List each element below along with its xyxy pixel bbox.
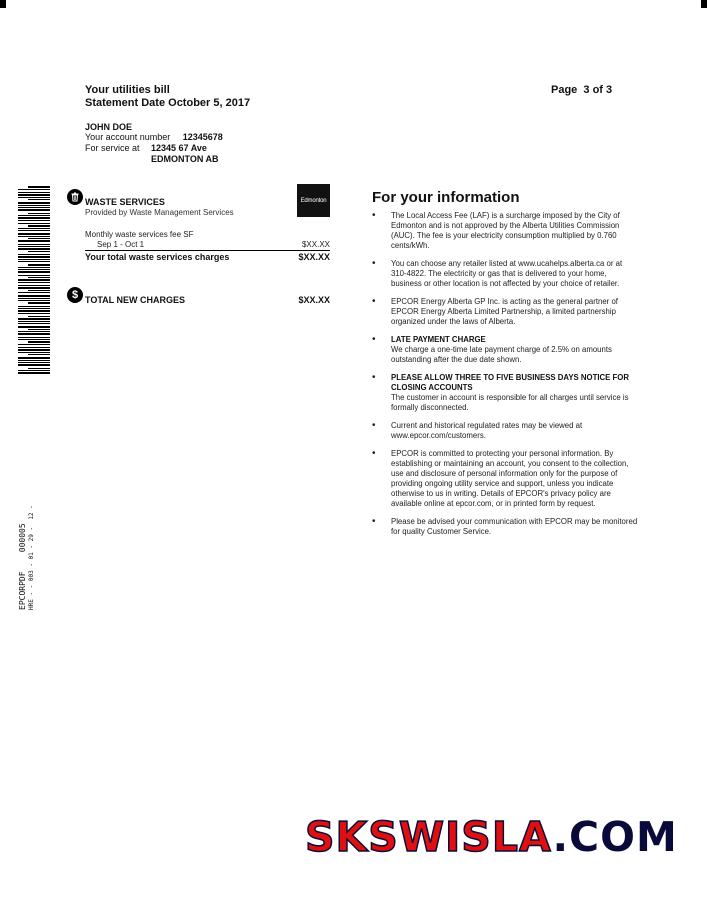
watermark-main: SKSWISLA xyxy=(305,813,553,861)
page-number: Page 3 of 3 xyxy=(551,84,613,96)
customer-name: JOHN DOE xyxy=(85,122,133,132)
info-heading: • PLEASE ALLOW THREE TO FIVE BUSINESS DAYS NOTICE FOR CLOSING ACCOUNTS xyxy=(391,373,629,392)
account-line xyxy=(85,132,223,142)
divider xyxy=(85,250,330,251)
address-line2: EDMONTON AB xyxy=(151,154,219,164)
info-item: • EPCOR Energy Alberta GP Inc. is acting as the general partner of EPCOR Energy Alberta Limited Partnership, a limited partnership organized under the laws of Alberta. xyxy=(372,297,638,327)
side-code-line1: EPCORPDF 000005 xyxy=(18,523,27,610)
edmonton-logo: Edmonton xyxy=(297,184,330,217)
info-item: • Current and historical regulated rates may be viewed at www.epcor.com/customers. xyxy=(372,421,638,441)
info-item: • You can choose any retailer listed at www.ucahelps.alberta.ca or at 310-4822. The electricity or gas that is delivered to your home, business or other location is not affected by your choice of retailer. xyxy=(372,259,638,289)
info-item: • EPCOR is committed to protecting your personal information. By establishing or maintaining an account, you consent to the collection, use and disclosure of personal information only for the purpose of providing ongoing utility service and support, unless you indicate otherwise to us in writing. Details of EPCOR's privacy policy are available online at epcor.com, or in printed form by request. xyxy=(372,449,638,509)
watermark-tld: COM xyxy=(569,813,678,861)
info-item: • LATE PAYMENT CHARGE We charge a one-time late payment charge of 2.5% on amounts outstanding after the due date shown. xyxy=(372,335,638,365)
dollar-icon: $ xyxy=(67,287,83,303)
info-title: For your information xyxy=(372,189,520,206)
total-new-charges-amount: $XX.XX xyxy=(298,295,330,305)
corner-mark-right xyxy=(701,0,707,8)
info-heading: • LATE PAYMENT CHARGE xyxy=(391,335,486,344)
info-list xyxy=(372,211,638,545)
bill-title: Your utilities bill xyxy=(85,84,170,96)
corner-mark-left xyxy=(0,0,6,8)
side-code-line2: HRE - - 003 - 01 - 29 - 12 - xyxy=(28,505,35,610)
account-label: Your account number xyxy=(85,132,171,142)
waste-provider: Provided by Waste Management Services xyxy=(85,208,234,217)
waste-fee-period: Sep 1 - Oct 1 xyxy=(97,240,145,249)
side-print-codes xyxy=(18,505,36,610)
trash-bin-icon xyxy=(67,189,83,205)
account-number: 12345678 xyxy=(182,132,223,142)
info-item: • The Local Access Fee (LAF) is a surcharge imposed by the City of Edmonton and is not approved by the Alberta Utilities Commission (AUC). The fee is your electricity consumption multiplied by 0.760 cents/kWh. xyxy=(372,211,638,251)
waste-total-label: Your total waste services charges xyxy=(85,252,230,262)
statement-date: Statement Date October 5, 2017 xyxy=(85,97,251,109)
watermark-dot: . xyxy=(552,813,570,861)
waste-fee-label: Monthly waste services fee SF xyxy=(85,230,194,239)
watermark xyxy=(305,813,678,861)
waste-total-amount: $XX.XX xyxy=(298,252,330,262)
total-new-charges-label: TOTAL NEW CHARGES xyxy=(85,295,186,305)
postal-barcode xyxy=(18,186,50,374)
service-label: For service at xyxy=(85,143,140,153)
waste-services-title: WASTE SERVICES xyxy=(85,197,165,207)
info-item: • PLEASE ALLOW THREE TO FIVE BUSINESS DAYS NOTICE FOR CLOSING ACCOUNTS The customer in account is responsible for all charges until service is formally disconnected. xyxy=(372,373,638,413)
waste-fee-amount: $XX.XX xyxy=(301,240,330,249)
service-address xyxy=(85,143,219,165)
info-item: • Please be advised your communication with EPCOR may be monitored for quality Customer Service. xyxy=(372,517,638,537)
address-line1: 12345 67 Ave xyxy=(151,143,207,153)
